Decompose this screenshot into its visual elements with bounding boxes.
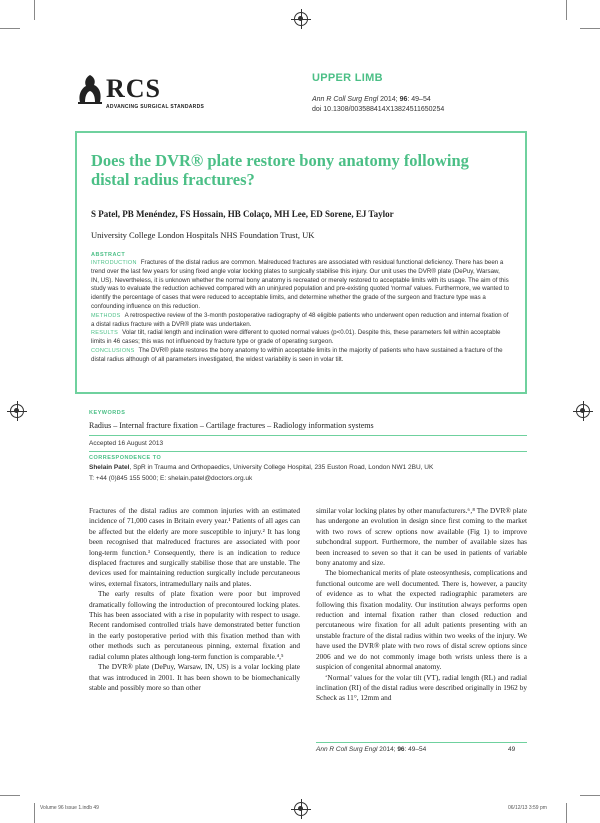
crop-mark xyxy=(580,795,600,796)
footer-rule xyxy=(316,742,527,743)
abstract-introduction: INTRODUCTION Fractures of the distal radius are common. Malreduced fractures are associated with residual functional deficiency. There has been a trend over the last few years for using fixed angle volar locking plates to surgically stabilise this injury. Our unit uses the DVR® plate (DePuy, Warsaw, IN, US). Nevertheless, it is unknown whether the normal bony anatomy is recreated or merely restored to acceptable limits with its usage. The aim of this study was to evaluate the reduction achieved compared with an uninjured population and pre-existing quoted ‘normal’ values. Furthermore, we wanted to identify the percentage of cases that were reduced to acceptable limits, and determine whether the grade of the surgeon and fracture type was a confounding influence on this reduction. xyxy=(91,259,510,310)
abstract-results: RESULTS Volar tilt, radial length and inclination were different to quoted normal values (p<0.01). Despite this, these parameters fell within acceptable limits in 46 cases; this was not influenced by fracture type or grade of operating surgeon. xyxy=(91,329,501,346)
accepted-date: Accepted 16 August 2013 xyxy=(89,440,164,447)
correspondence-contact: T: +44 (0)845 155 5000; E: shelain.patel@doctors.org.uk xyxy=(89,475,253,482)
body-column-right xyxy=(316,506,527,734)
paragraph: The biomechanical merits of plate osteosynthesis, complications and functional outcome are well documented. There is, however, a paucity of evidence as to what the expected radiographic parameters are following this fixation modality. Our institution always performs open reduction and internal fixation rather than closed reduction and percutaneous wire fixation for all adult patients presenting with an unstable fracture of the distal radius within two weeks of the injury. We have used the DVR® plate with two rows of distal screw options since 2006 and we do not commonly image both wrists unless there is a suspicion of congenital abnormal anatomy. xyxy=(316,568,527,672)
doi: doi 10.1308/003588414X13824511650254 xyxy=(312,106,445,113)
registration-mark-right xyxy=(576,404,590,418)
registration-mark-top xyxy=(294,12,308,26)
abstract-conclusions: CONCLUSIONS The DVR® plate restores the bony anatomy to within acceptable limits in the majority of patients who have sustained a fracture of the distal radius although of all parameters investigated, the widest variability is seen in volar tilt. xyxy=(91,346,503,363)
print-slug-right: 06/12/13 3:59 pm xyxy=(508,805,547,811)
header-citation: Ann R Coll Surg Engl 2014; 96: 49–54 xyxy=(312,96,431,103)
footer-citation: Ann R Coll Surg Engl 2014; 96: 49–54 xyxy=(316,746,427,753)
paragraph: similar volar locking plates by other manufacturers.⁶‚⁸ The DVR® plate has undergone an evolution in design since first coming to the market with two rows of screw options now available (Fig 1) to improve subchondral support. Furthermore, the number of available sizes has been increased to seven so that it can be used in patients of variable bony anatomy and size. xyxy=(316,506,527,568)
abstract-box xyxy=(75,131,527,394)
crop-mark xyxy=(0,28,20,29)
paragraph: The DVR® plate (DePuy, Warsaw, IN, US) is a volar locking plate that was introduced in 2001. It has been shown to be biomechanically stable and possibly more so than other xyxy=(89,662,300,692)
paragraph: ‘Normal’ values for the volar tilt (VT), radial length (RL) and radial inclination (RI) of the distal radius were described originally in 1962 by Scheck as 11°, 12mm and xyxy=(316,672,527,703)
correspondence-address: Shelain Patel, SpR in Trauma and Orthopaedics, University College Hospital, 235 Euston Road, London NW1 2BU, UK xyxy=(89,464,434,471)
article-title: Does the DVR® plate restore bony anatomy following distal radius fractures? xyxy=(91,151,469,189)
crop-mark xyxy=(566,803,567,823)
crop-mark xyxy=(580,28,600,29)
crop-mark xyxy=(0,795,20,796)
print-slug-left: Volume 96 Issue 1.indb 49 xyxy=(40,805,99,811)
divider xyxy=(89,451,527,452)
divider xyxy=(89,435,527,436)
logo-text: RCS xyxy=(106,74,162,103)
keywords-text: Radius – Internal fracture fixation – Cartilage fractures – Radiology information systems xyxy=(89,421,374,430)
rcs-logo xyxy=(76,72,205,112)
paragraph: The early results of plate fixation were poor but improved dramatically following the introduction of precontoured locking plates. This has been associated with a rise in popularity with respect to usage. Recent randomised controlled trials have demonstrated better function in the early postoperative period with this fixation method than with other methods such as percutaneous pinning, external fixation and radial column plates although long-term function is comparable.⁴,⁵ xyxy=(89,589,300,661)
abstract-text xyxy=(91,259,509,365)
body-column-left xyxy=(89,506,300,734)
registration-mark-left xyxy=(10,404,24,418)
crop-mark xyxy=(34,803,35,823)
registration-mark-bottom xyxy=(294,802,308,816)
logo-subtitle: ADVANCING SURGICAL STANDARDS xyxy=(106,104,205,110)
abstract-methods: METHODS A retrospective review of the 3-month postoperative radiography of 48 eligible patients who underwent open reduction and internal fixation of a distal radius fracture with a DVR® plate was undertaken. xyxy=(91,311,509,328)
crest-icon xyxy=(76,72,104,106)
crop-mark xyxy=(34,0,35,20)
paragraph: Fractures of the distal radius are common injuries with an estimated incidence of 71,000 cases in Britain every year.¹ Patients of all ages can be affected but the elderly are more susceptible to injury.² It has long been recognised that malreduced fractures are associated with poor long-term function.³ Consequently, there is an indication to reduce displaced fractures and surgically stabilise those that are unstable. The devices used for maintaining reduction surgically include percutaneous wires, external fixators, intramedullary nails and plates. xyxy=(89,506,300,588)
authors: S Patel, PB Menéndez, FS Hossain, HB Colaço, MH Lee, ED Sorene, EJ Taylor xyxy=(91,209,394,219)
section-label: UPPER LIMB xyxy=(312,72,383,84)
affiliation: University College London Hospitals NHS Foundation Trust, UK xyxy=(91,230,315,240)
correspondence-heading: CORRESPONDENCE TO xyxy=(89,455,162,461)
page-number: 49 xyxy=(508,746,516,753)
abstract-heading: ABSTRACT xyxy=(91,252,126,258)
crop-mark xyxy=(566,0,567,20)
keywords-heading: KEYWORDS xyxy=(89,410,126,416)
